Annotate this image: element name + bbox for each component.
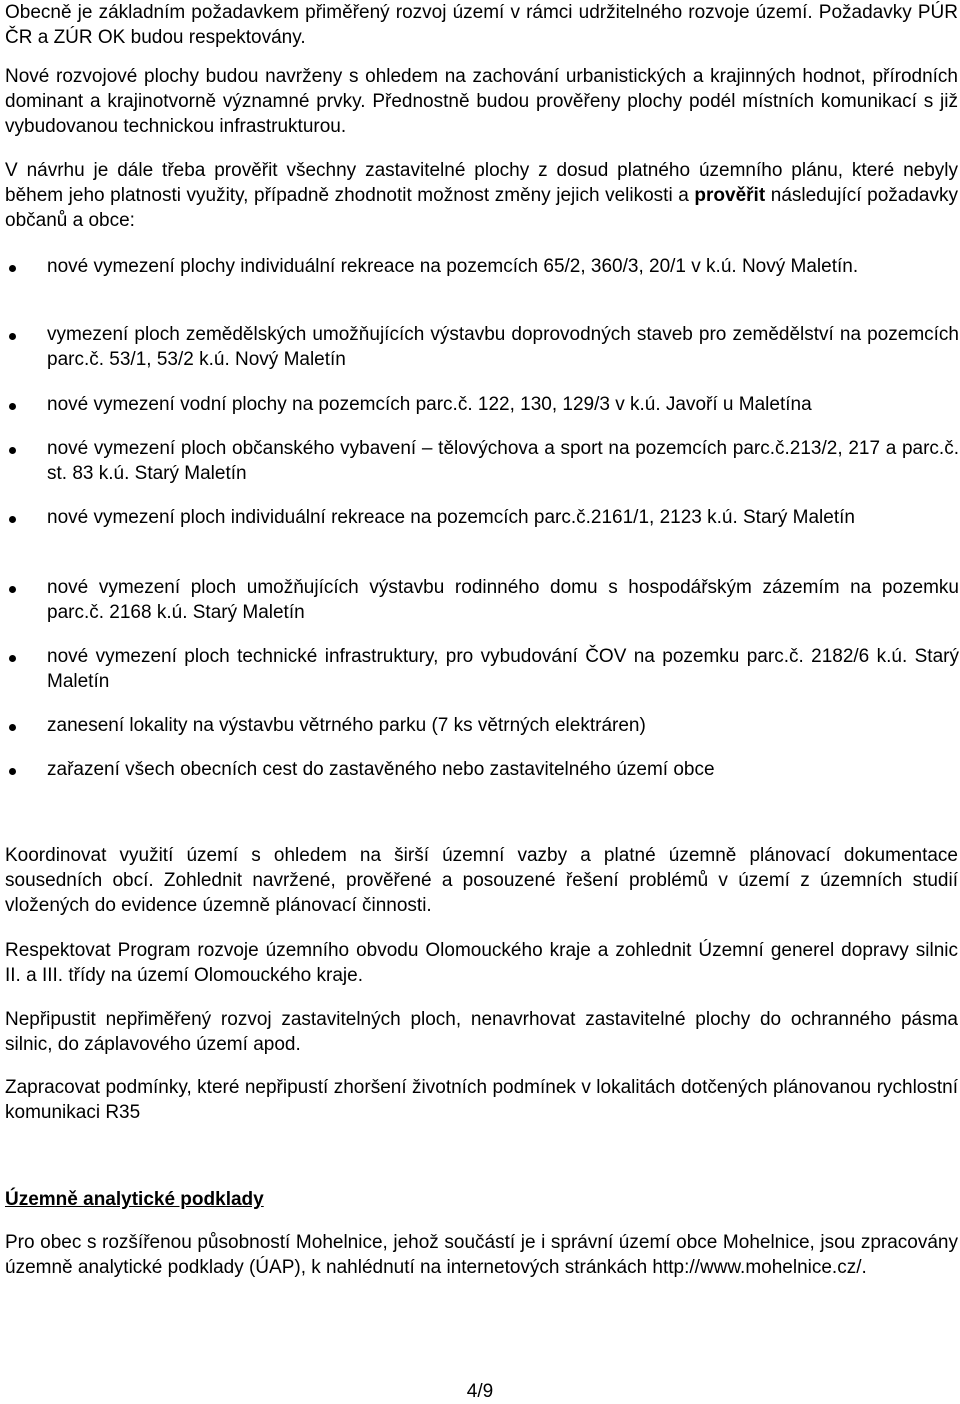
intro-text: V návrhu je dále třeba prověřit všechny zastavitelné plochy z dosud platného územního plánu, které nebyly během jeho platnosti využity, případně zhodnotit možnost změny jejich velikosti a bbox=[5, 160, 958, 206]
bullet-icon bbox=[9, 447, 16, 454]
bullet-icon bbox=[9, 403, 16, 410]
paragraph-development bbox=[5, 64, 958, 139]
paragraph-text: Nepřipustit nepřiměřený rozvoj zastavitelných ploch, nenavrhovat zastavitelné plochy do ochranného pásma silnic, do záplavového území apod. bbox=[5, 1009, 958, 1055]
paragraph-intro bbox=[5, 158, 958, 233]
paragraph-restriction bbox=[5, 1007, 958, 1057]
page-number: 4/9 bbox=[466, 1381, 494, 1402]
bullet-icon bbox=[9, 586, 16, 593]
list-item-text: nové vymezení plochy individuální rekreace na pozemcích 65/2, 360/3, 20/1 v k.ú. Nový Maletín. bbox=[47, 256, 859, 277]
bullet-icon bbox=[9, 333, 16, 340]
list-item-text: zanesení lokality na výstavbu větrného parku (7 ks větrných elektráren) bbox=[47, 715, 646, 736]
bullet-icon bbox=[9, 768, 16, 775]
section-heading-text: Územně analytické podklady bbox=[5, 1189, 264, 1210]
paragraph-general bbox=[5, 0, 958, 50]
bullet-icon bbox=[9, 724, 16, 731]
list-item-text: zařazení všech obecních cest do zastavěného nebo zastavitelného území obce bbox=[47, 759, 715, 780]
paragraph-text: Obecně je základním požadavkem přiměřený rozvoj území v rámci udržitelného rozvoje území. Požadavky PÚR ČR a ZÚR OK budou respektovány. bbox=[5, 2, 958, 48]
list-item-text: nové vymezení ploch umožňujících výstavbu rodinného domu s hospodářským zázemím na pozemku parc.č. 2168 k.ú. Starý Maletín bbox=[47, 577, 959, 623]
paragraph-text: Respektovat Program rozvoje územního obvodu Olomouckého kraje a zohlednit Územní generel dopravy silnic II. a III. třídy na území Olomouckého kraje. bbox=[5, 940, 958, 986]
list-item-text: nové vymezení ploch technické infrastruktury, pro vybudování ČOV na pozemku parc.č. 2182/6 k.ú. Starý Maletín bbox=[47, 646, 959, 692]
paragraph-text: Koordinovat využití území s ohledem na širší územní vazby a platné územně plánovací dokumentace sousedních obcí. Zohlednit navržené, prověřené a posouzené řešení problémů v území z územních studií vložených do evidence územně plánovací činnosti. bbox=[5, 845, 958, 916]
paragraph-text bbox=[5, 158, 958, 233]
list-item-text: nové vymezení ploch občanského vybavení – tělovýchova a sport na pozemcích parc.č.213/2, 217 a parc.č. st. 83 k.ú. Starý Maletín bbox=[47, 438, 959, 484]
paragraph-program bbox=[5, 938, 958, 988]
paragraph-conditions bbox=[5, 1075, 958, 1125]
paragraph-text: Nové rozvojové plochy budou navrženy s ohledem na zachování urbanistických a krajinných hodnot, přírodních dominant a krajinotvorně významné prvky. Přednostně budou prověřeny plochy podél místních komunikací s již vybudovanou technickou infrastrukturou. bbox=[5, 66, 958, 137]
paragraph-coordination bbox=[5, 843, 958, 918]
paragraph-text: Pro obec s rozšířenou působností Mohelnice, jehož součástí je i správní území obce Mohelnice, jsou zpracovány územně analytické podklady (ÚAP), k nahlédnutí na internetových stránkách http://www.mohelnice.cz/. bbox=[5, 1232, 958, 1278]
list-item-text: nové vymezení vodní plochy na pozemcích parc.č. 122, 130, 129/3 v k.ú. Javoří u Maletína bbox=[47, 394, 812, 415]
list-item-text: nové vymezení ploch individuální rekreace na pozemcích parc.č.2161/1, 2123 k.ú. Starý Maletín bbox=[47, 507, 855, 528]
bullet-icon bbox=[9, 516, 16, 523]
paragraph-text: Zapracovat podmínky, které nepřipustí zhoršení životních podmínek v lokalitách dotčených plánovanou rychlostní komunikaci R35 bbox=[5, 1077, 958, 1123]
intro-bold-text: prověřit bbox=[694, 185, 766, 206]
section-heading bbox=[5, 1187, 958, 1212]
bullet-icon bbox=[9, 265, 16, 272]
bullet-icon bbox=[9, 655, 16, 662]
paragraph-uap bbox=[5, 1230, 958, 1280]
list-item-text: vymezení ploch zemědělských umožňujících výstavbu doprovodných staveb pro zemědělství na pozemcích parc.č. 53/1, 53/2 k.ú. Nový Maletín bbox=[47, 324, 959, 370]
intro-text-end: následující požadavky občanů a obce: bbox=[5, 185, 958, 231]
